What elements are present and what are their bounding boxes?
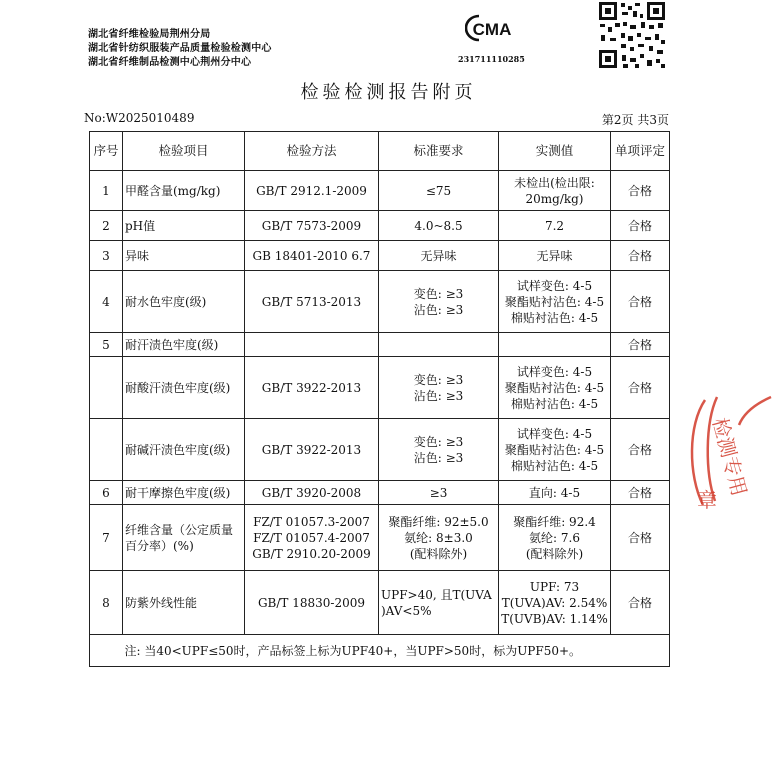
measured-value-line: 试样变色: 4-5 (516, 278, 593, 293)
org-line-2: 湖北省针纺织服装产品质量检验检测中心 (88, 43, 272, 54)
table-row (90, 571, 670, 635)
table-row (90, 211, 670, 241)
seal-text-2: 章 (697, 488, 717, 512)
row-number: 5 (90, 333, 123, 357)
row-number (90, 419, 123, 481)
header-cell: 标准要求 (379, 132, 499, 171)
test-method-line: GB/T 5713-2013 (261, 294, 362, 309)
measured-value (499, 481, 611, 505)
test-method (245, 171, 379, 211)
measured-value-line: T(UVB)AV: 1.14% (501, 611, 608, 626)
test-method (245, 241, 379, 271)
test-method (245, 481, 379, 505)
requirement-line: ≤75 (425, 183, 452, 198)
requirement (379, 571, 499, 635)
test-item: 甲醛含量(mg/kg) (123, 171, 245, 211)
requirement (379, 419, 499, 481)
row-number: 6 (90, 481, 123, 505)
table-row (90, 171, 670, 211)
test-method-line: GB/T 7573-2009 (261, 218, 362, 233)
requirement (379, 241, 499, 271)
requirement (379, 211, 499, 241)
requirement-line: 聚酯纤维: 92±5.0 (388, 514, 489, 529)
verdict: 合格 (611, 481, 670, 505)
requirement-line: 变色: ≥3 (413, 372, 464, 387)
cma-code: 231711110285 (458, 54, 525, 64)
note-text: 注: 当40<UPF≤50时，产品标签上标为UPF40+，当UPF>50时，标为UPF50+。 (123, 635, 670, 667)
requirement-line: UPF>40, 且T(UVA (381, 587, 492, 602)
test-method (245, 505, 379, 571)
requirement (379, 333, 499, 357)
test-method (245, 571, 379, 635)
test-method (245, 333, 379, 357)
test-method-line: FZ/T 01057.3-2007 (253, 514, 370, 529)
inspection-table (89, 131, 670, 667)
requirement (379, 171, 499, 211)
requirement (379, 505, 499, 571)
verdict: 合格 (611, 571, 670, 635)
table-row (90, 271, 670, 333)
header-cell: 检验方法 (245, 132, 379, 171)
row-number (90, 357, 123, 419)
verdict: 合格 (611, 333, 670, 357)
verdict: 合格 (611, 241, 670, 271)
table-row (90, 357, 670, 419)
measured-value (499, 211, 611, 241)
test-method-line: GB/T 2910.20-2009 (252, 546, 371, 561)
test-method (245, 271, 379, 333)
measured-value (499, 357, 611, 419)
verdict: 合格 (611, 357, 670, 419)
measured-value (499, 571, 611, 635)
row-number: 1 (90, 171, 123, 211)
test-method-line: GB 18401-2010 6.7 (252, 248, 371, 263)
test-method-line: GB/T 3922-2013 (261, 380, 362, 395)
table-row (90, 241, 670, 271)
test-method-line: GB/T 18830-2009 (257, 595, 366, 610)
cma-logo-text: CMA (472, 20, 512, 39)
verdict: 合格 (611, 419, 670, 481)
measured-value-line: 氨纶: 7.6 (529, 530, 580, 545)
row-number: 3 (90, 241, 123, 271)
test-method (245, 357, 379, 419)
measured-value-line: 试样变色: 4-5 (516, 426, 593, 441)
requirement-line: )AV<5% (381, 603, 432, 618)
row-number: 4 (90, 271, 123, 333)
test-method-line: GB/T 2912.1-2009 (256, 183, 367, 198)
measured-value-line: 未检出(检出限: (514, 175, 595, 190)
verdict: 合格 (611, 271, 670, 333)
measured-value-line: 20mg/kg) (525, 191, 584, 206)
test-item: 耐干摩擦色牢度(级) (123, 481, 245, 505)
requirement-line: 沾色: ≥3 (413, 302, 464, 317)
measured-value-line: 聚酯贴衬沾色: 4-5 (504, 380, 605, 395)
test-item: 防紫外线性能 (123, 571, 245, 635)
org-line-3: 湖北省纤维制品检测中心荆州分中心 (88, 57, 252, 68)
table-row (90, 333, 670, 357)
row-number: 2 (90, 211, 123, 241)
measured-value (499, 241, 611, 271)
report-title: 检验检测报告附页 (300, 82, 477, 103)
test-item: 异味 (123, 241, 245, 271)
measured-value-line: 聚酯贴衬沾色: 4-5 (504, 294, 605, 309)
page-info: 第2页 共3页 (601, 113, 669, 127)
measured-value-line: 聚酯贴衬沾色: 4-5 (504, 442, 605, 457)
requirement-line: ≥3 (429, 485, 448, 500)
measured-value-line: 试样变色: 4-5 (516, 364, 593, 379)
row-number: 7 (90, 505, 123, 571)
requirement-line: 沾色: ≥3 (413, 450, 464, 465)
measured-value (499, 171, 611, 211)
requirement-line: 4.0~8.5 (414, 218, 463, 233)
test-method-line: FZ/T 01057.4-2007 (253, 530, 370, 545)
measured-value (499, 505, 611, 571)
measured-value-line: 棉贴衬沾色: 4-5 (510, 458, 599, 473)
row-number: 8 (90, 571, 123, 635)
test-item: 纤维含量（公定质量百分率）(%) (123, 505, 245, 571)
measured-value-line: UPF: 73 (529, 579, 580, 594)
note-row (90, 635, 670, 667)
measured-value-line: 聚酯纤维: 92.4 (513, 514, 596, 529)
qr-code-icon (597, 0, 667, 70)
org-line-1: 湖北省纤维检验局荆州分局 (88, 29, 211, 40)
measured-value-line: 棉贴衬沾色: 4-5 (510, 396, 599, 411)
verdict: 合格 (611, 505, 670, 571)
test-method-line: GB/T 3920-2008 (261, 485, 362, 500)
requirement-line: 氨纶: 8±3.0 (404, 530, 473, 545)
measured-value-line: 无异味 (536, 248, 573, 263)
report-number: No:W2025010489 (84, 111, 195, 125)
measured-value-line: T(UVA)AV: 2.54% (501, 595, 608, 610)
measured-value (499, 271, 611, 333)
header-cell: 检验项目 (123, 132, 245, 171)
seal-text: 检测专用 (707, 415, 752, 499)
requirement-line: 变色: ≥3 (413, 286, 464, 301)
requirement-line: 变色: ≥3 (413, 434, 464, 449)
table-row (90, 419, 670, 481)
measured-value-line: 棉贴衬沾色: 4-5 (510, 310, 599, 325)
test-item: 耐汗渍色牢度(级) (123, 333, 245, 357)
header-cell: 单项评定 (611, 132, 670, 171)
measured-value (499, 333, 611, 357)
requirement-line: 无异味 (420, 248, 457, 263)
header-cell: 实测值 (499, 132, 611, 171)
requirement-line: 沾色: ≥3 (413, 388, 464, 403)
measured-value (499, 419, 611, 481)
test-item: 耐碱汗渍色牢度(级) (123, 419, 245, 481)
table-row (90, 481, 670, 505)
measured-value-line: 直向: 4-5 (528, 485, 581, 500)
test-method-line: GB/T 3922-2013 (261, 442, 362, 457)
requirement (379, 481, 499, 505)
measured-value-line: 7.2 (544, 218, 565, 233)
measured-value-line: (配料除外) (525, 546, 584, 561)
verdict: 合格 (611, 171, 670, 211)
requirement-line: (配料除外) (409, 546, 468, 561)
test-item: 耐酸汗渍色牢度(级) (123, 357, 245, 419)
table-header-row (90, 132, 670, 171)
requirement (379, 357, 499, 419)
header-cell: 序号 (90, 132, 123, 171)
inspection-seal (683, 395, 777, 525)
test-method (245, 211, 379, 241)
requirement (379, 271, 499, 333)
cma-logo-icon (465, 13, 517, 43)
test-method (245, 419, 379, 481)
table-row (90, 505, 670, 571)
test-item: pH值 (123, 211, 245, 241)
test-item: 耐水色牢度(级) (123, 271, 245, 333)
verdict: 合格 (611, 211, 670, 241)
